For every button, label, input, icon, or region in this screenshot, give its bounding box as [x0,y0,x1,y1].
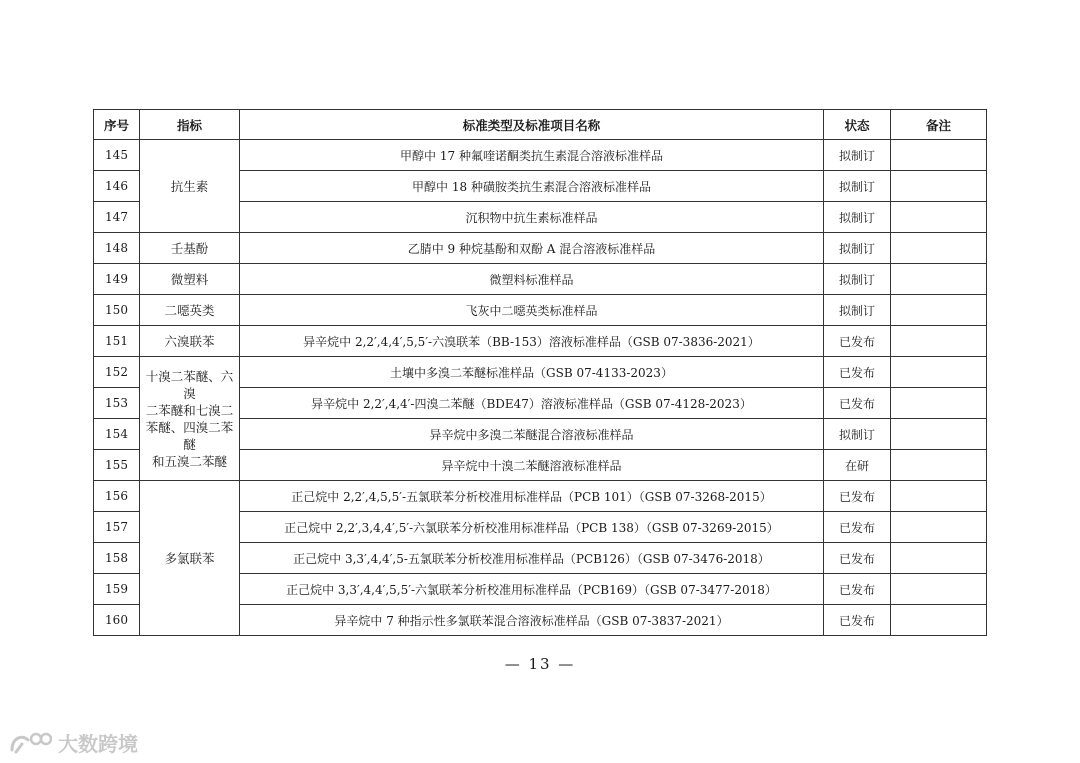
table-row [94,295,987,326]
row-name: 异辛烷中 7 种指示性多氯联苯混合溶液标准样品（GSB 07-3837-2021） [240,605,824,636]
row-status: 拟制订 [824,140,891,171]
row-remark [891,388,987,419]
row-status: 已发布 [824,481,891,512]
row-no: 157 [94,512,140,543]
table-row [94,357,987,388]
row-name: 沉积物中抗生素标准样品 [240,202,824,233]
row-status: 拟制订 [824,171,891,202]
row-remark [891,512,987,543]
indicator-cell: 多氯联苯 [140,481,240,636]
row-remark [891,140,987,171]
row-name: 土壤中多溴二苯醚标准样品（GSB 07-4133-2023） [240,357,824,388]
header-name: 标准类型及标准项目名称 [240,110,824,140]
row-status: 拟制订 [824,233,891,264]
row-no: 155 [94,450,140,481]
indicator-line: 苯醚、四溴二苯醚 [145,419,234,452]
header-remark: 备注 [891,110,987,140]
row-no: 154 [94,419,140,450]
row-remark [891,450,987,481]
row-no: 149 [94,264,140,295]
header-no: 序号 [94,110,140,140]
row-status: 在研 [824,450,891,481]
row-name: 异辛烷中多溴二苯醚混合溶液标准样品 [240,419,824,450]
row-no: 153 [94,388,140,419]
row-no: 158 [94,543,140,574]
row-name: 乙腈中 9 种烷基酚和双酚 A 混合溶液标准样品 [240,233,824,264]
row-remark [891,357,987,388]
row-remark [891,264,987,295]
row-name: 正己烷中 3,3′,4,4′,5,5′-六氯联苯分析校准用标准样品（PCB169）（GSB 07-3477-2018） [240,574,824,605]
row-name: 甲醇中 18 种磺胺类抗生素混合溶液标准样品 [240,171,824,202]
indicator-cell: 壬基酚 [140,233,240,264]
row-no: 145 [94,140,140,171]
row-remark [891,543,987,574]
watermark-logo-icon [8,730,52,756]
row-remark [891,295,987,326]
row-no: 151 [94,326,140,357]
row-remark [891,233,987,264]
table-header-row [94,110,987,140]
table-row [94,233,987,264]
row-no: 147 [94,202,140,233]
page-number: — 13 — [504,655,576,673]
row-remark [891,574,987,605]
row-name: 微塑料标准样品 [240,264,824,295]
row-no: 146 [94,171,140,202]
row-status: 已发布 [824,388,891,419]
indicator-cell-pbde [140,357,240,481]
row-name: 异辛烷中 2,2′,4,4′,5,5′-六溴联苯（BB-153）溶液标准样品（GSB 07-3836-2021） [240,326,824,357]
row-name: 飞灰中二噁英类标准样品 [240,295,824,326]
row-status: 拟制订 [824,295,891,326]
row-no: 152 [94,357,140,388]
row-status: 已发布 [824,543,891,574]
row-no: 159 [94,574,140,605]
row-remark [891,481,987,512]
row-status: 拟制订 [824,264,891,295]
row-name: 异辛烷中 2,2′,4,4′-四溴二苯醚（BDE47）溶液标准样品（GSB 07-4128-2023） [240,388,824,419]
header-indicator: 指标 [140,110,240,140]
row-no: 148 [94,233,140,264]
row-status: 拟制订 [824,419,891,450]
header-status: 状态 [824,110,891,140]
row-status: 已发布 [824,605,891,636]
indicator-cell: 抗生素 [140,140,240,233]
watermark [8,728,138,757]
row-status: 拟制订 [824,202,891,233]
row-remark [891,202,987,233]
row-status: 已发布 [824,357,891,388]
indicator-line: 二苯醚和七溴二 [145,402,234,418]
row-name: 甲醇中 17 种氟喹诺酮类抗生素混合溶液标准样品 [240,140,824,171]
table-row [94,326,987,357]
row-name: 异辛烷中十溴二苯醚溶液标准样品 [240,450,824,481]
row-name: 正己烷中 2,2′,4,5,5′-五氯联苯分析校准用标准样品（PCB 101）（GSB 07-3268-2015） [240,481,824,512]
row-no: 160 [94,605,140,636]
row-no: 150 [94,295,140,326]
standards-table [93,109,987,636]
row-name: 正己烷中 3,3′,4,4′,5-五氯联苯分析校准用标准样品（PCB126）（GSB 07-3476-2018） [240,543,824,574]
indicator-line: 和五溴二苯醚 [151,453,227,469]
row-status: 已发布 [824,574,891,605]
row-remark [891,326,987,357]
row-remark [891,171,987,202]
row-status: 已发布 [824,512,891,543]
table-row [94,264,987,295]
row-remark [891,605,987,636]
indicator-cell: 二噁英类 [140,295,240,326]
indicator-cell: 微塑料 [140,264,240,295]
watermark-text: 大数跨境 [58,732,138,756]
row-remark [891,419,987,450]
row-no: 156 [94,481,140,512]
row-name: 正己烷中 2,2′,3,4,4′,5′-六氯联苯分析校准用标准样品（PCB 138）（GSB 07-3269-2015） [240,512,824,543]
row-status: 已发布 [824,326,891,357]
indicator-line: 十溴二苯醚、六溴 [145,368,234,401]
table-row [94,140,987,171]
indicator-cell: 六溴联苯 [140,326,240,357]
table-row [94,481,987,512]
